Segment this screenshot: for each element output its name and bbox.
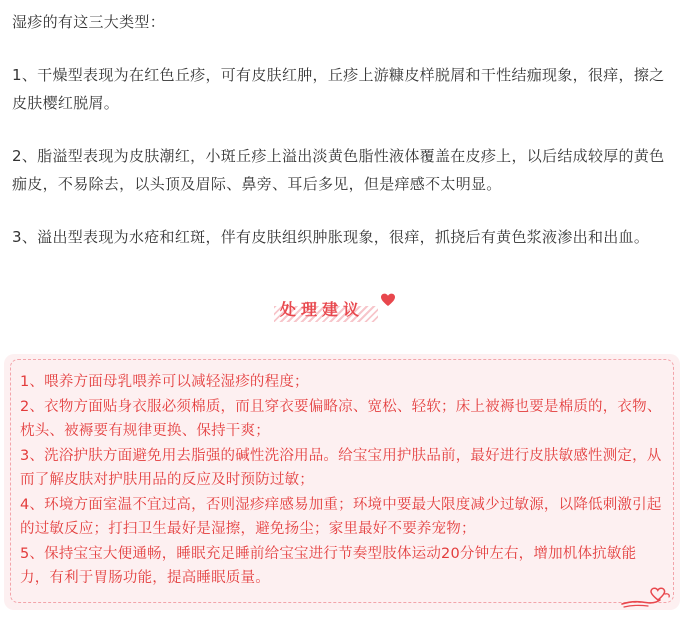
eczema-type-dry: 1、干燥型表现为在红色丘疹，可有皮肤红肿，丘疹上游糠皮样脱屑和干性结痂现象，很痒，擦之皮肤樱红脱屑。 [12, 66, 665, 112]
advice-item-feeding: 1、喂养方面母乳喂养可以减轻湿疹的程度； [20, 374, 309, 390]
paragraph-gap [12, 36, 677, 61]
heart-ribbon-icon [620, 584, 672, 610]
intro-heading: 湿疹的有这三大类型： [12, 13, 166, 31]
section-title [270, 292, 410, 332]
paragraph-gap [12, 198, 677, 223]
paragraph-gap [12, 117, 677, 142]
intro-section [12, 8, 677, 251]
advice-item-environment: 4、环境方面室温不宜过高，否则湿疹痒感易加重；环境中要最大限度减少过敏源，以降低刺激引起的过敏反应；打扫卫生最好是湿擦，避免扬尘；家里最好不要养宠物； [20, 496, 662, 537]
heart-icon [380, 292, 396, 308]
eczema-type-exudative: 3、溢出型表现为水疮和红斑，伴有皮肤组织肿胀现象，很痒，抓挠后有黄色浆液渗出和出血。 [12, 228, 650, 246]
advice-list [20, 370, 663, 591]
advice-item-routine: 5、保持宝宝大便通畅，睡眠充足睡前给宝宝进行节奏型肢体运动20分钟左右，增加机体抗敏能力，有利于胃肠功能，提高睡眠质量。 [20, 545, 637, 586]
advice-item-clothing: 2、衣物方面贴身衣服必须棉质，而且穿衣要偏略凉、宽松、轻软；床上被褥也要是棉质的，衣物、枕头、被褥要有规律更换、保持干爽； [20, 398, 662, 439]
advice-item-bathing: 3、洗浴护肤方面避免用去脂强的碱性洗浴用品。给宝宝用护肤品前，最好进行皮肤敏感性测定，从而了解皮肤对护肤用品的反应及时预防过敏； [20, 447, 662, 488]
advice-box [4, 354, 680, 610]
section-title-text: 处理建议 [280, 300, 365, 319]
eczema-type-seborrheic: 2、脂溢型表现为皮肤潮红，小斑丘疹上溢出淡黄色脂性液体覆盖在皮疹上，以后结成较厚的黄色痂皮，不易除去，以头顶及眉际、鼻旁、耳后多见，但是痒感不太明显。 [12, 147, 665, 193]
